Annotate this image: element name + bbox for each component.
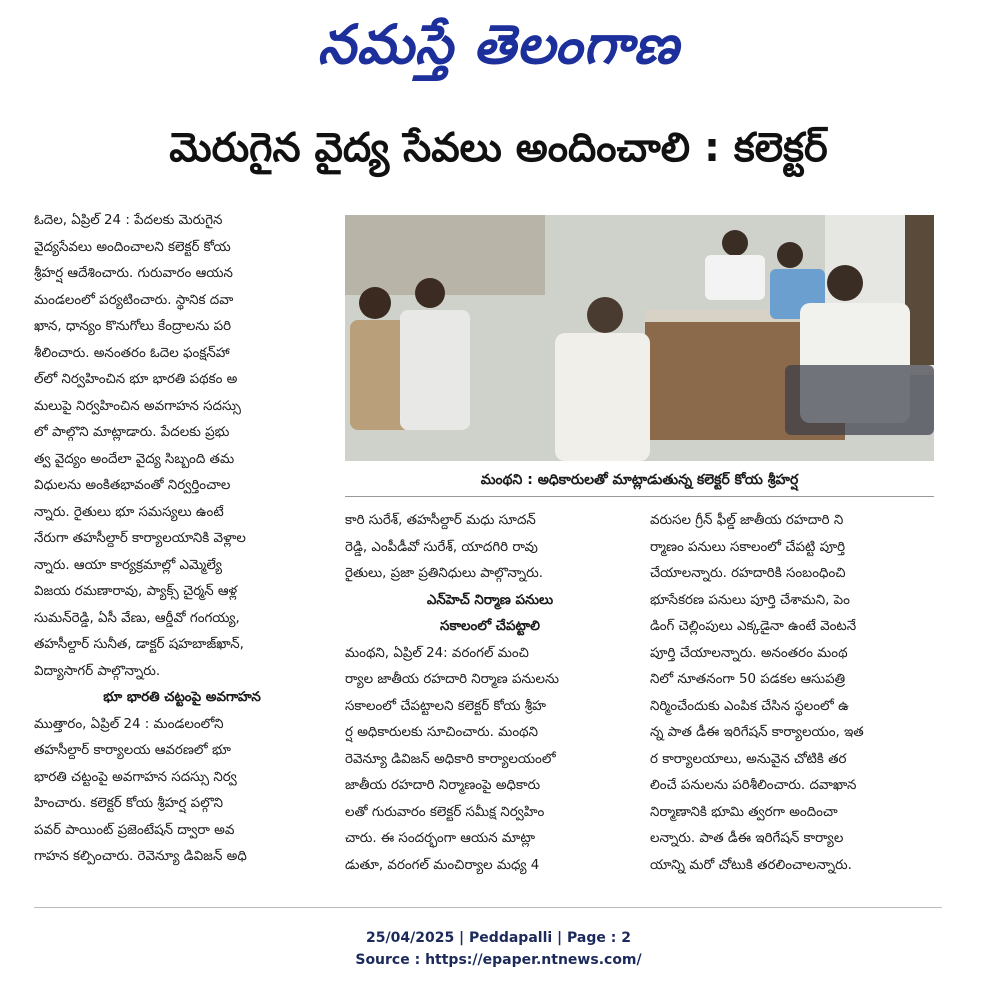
article-text-line: డుతూ, వరంగల్ మంచిర్యాల మధ్య 4 — [345, 857, 540, 873]
article-text-line: ముత్తారం, ఏప్రిల్ 24 : మండలంలోని — [34, 716, 224, 732]
photo-caption: మంథని : అధికారులతో మాట్లాడుతున్న కలెక్టర్ కోయ శ్రీహర్ష — [345, 464, 934, 497]
article-text-line: తహసీల్దార్ కార్యాలయ ఆవరణలో భూ — [34, 743, 231, 758]
article-text-line: లో పాల్గొని మాట్లాడారు. పేదలకు ప్రభు — [34, 425, 230, 440]
article-text-line: న్నారు. ఆయా కార్యక్రమాల్లో ఎమ్మెల్యే — [34, 557, 222, 573]
article-column-1 — [34, 208, 330, 871]
article-text-line: నిలో నూతనంగా 50 పడకల ఆసుపత్రి — [650, 672, 846, 687]
article-column-2 — [345, 508, 635, 879]
article-text-line: హించారు. కలెక్టర్ కోయ శ్రీహర్ష పల్గొని — [34, 796, 224, 811]
article-text-line: ఖాన, ధాన్యం కొనుగోలు కేంద్రాలను పరి — [34, 319, 232, 334]
article-text-line: ల్‌లో నిర్వహించిన భూ భారతి పథకం అ — [34, 372, 238, 387]
article-text-line: శ్రీహర్ష ఆదేశించారు. గురువారం ఆయన — [34, 266, 233, 281]
article-text-line: పవర్ పాయింట్ ప్రజెంటేషన్ ద్వారా అవ — [34, 822, 235, 838]
article-text-line: లతో గురువారం కలెక్టర్ సమీక్ష నిర్వహిం — [345, 804, 545, 820]
article-text-line: ర్మాణం పనులు సకాలంలో చేపట్టి పూర్తి — [650, 539, 846, 555]
article-text-line: శీలించారు. అనంతరం ఓదెల ఫంక్షన్‌హా — [34, 345, 230, 361]
article-text-line: నేరుగా తహసీల్దార్ కార్యాలయానికి వెళ్లాల — [34, 531, 246, 546]
article-photo — [345, 215, 934, 461]
article-text-line: మండలంలో పర్యటించారు. స్థానిక దవా — [34, 292, 234, 308]
article-text-line: రెవెన్యూ డివిజన్ అధికారి కార్యాలయంలో — [345, 751, 556, 767]
article-text-line: న్నారు. రైతులు భూ సమస్యలు ఉంటే — [34, 504, 224, 520]
article-subheading: ఎన్‌హెచ్ నిర్మాణ పనులు — [426, 592, 554, 608]
article-text-line: మంథని, ఏప్రిల్ 24: వరంగల్ మంచి — [345, 645, 529, 661]
article-text-line: ఓదెల, ఏప్రిల్ 24 : పేదలకు మెరుగైన — [34, 213, 223, 228]
article-text-line: నిర్మాణానికి భూమి త్వరగా అందించా — [650, 804, 838, 820]
article-text-line: ర్యాల జాతీయ రహదారి నిర్మాణ పనులను — [345, 672, 560, 687]
article-text-line: విద్యాసాగర్ పాల్గొన్నారు. — [34, 663, 161, 679]
article-text-line: వరుసల గ్రీన్ ఫీల్డ్ జాతీయ రహదారి ని — [650, 513, 844, 528]
article-text-line: సుమన్‌రెడ్డి, ఏసీ వేణు, ఆర్డీవో గంగయ్య, — [34, 610, 240, 626]
article-text-line: మలుపై నిర్వహించిన అవగాహన సదస్సు — [34, 398, 241, 414]
article-text-line: విధులను అంకితభావంతో నిర్వర్తించాల — [34, 478, 231, 493]
article-text-line: లన్నారు. పాత డీఈ ఇరిగేషన్ కార్యాల — [650, 831, 844, 846]
article-text-line: న్న పాత డీఈ ఇరిగేషన్ కార్యాలయం, ఇత — [650, 725, 864, 740]
article-text-line: జాతీయ రహదారి నిర్మాణంపై అధికారు — [345, 778, 541, 793]
article-text-line: చారు. ఈ సందర్భంగా ఆయన మాట్లా — [345, 831, 535, 846]
article-text-line: లించే పనులను పరిశీలించారు. దవాఖాన — [650, 778, 857, 793]
article-text-line: భూసేకరణ పనులు పూర్తి చేశామని, పెం — [650, 592, 850, 608]
article-text-line: వైద్యసేవలు అందించాలని కలెక్టర్ కోయ — [34, 239, 231, 255]
footer-source: Source : https://epaper.ntnews.com/ — [355, 952, 642, 968]
article-text-line: చేయాలన్నారు. రహదారికి సంబంధించి — [650, 566, 846, 581]
footer-date-edition-page: 25/04/2025 | Peddapalli | Page : 2 — [366, 930, 631, 946]
article-text-line: ర కార్యాలయాలు, అనువైన చోటికి తర — [650, 751, 847, 767]
article-text-line: డింగ్ చెల్లింపులు ఎక్కడైనా ఉంటే వెంటనే — [650, 619, 857, 634]
article-text-line: గాహన కల్పించారు. రెవెన్యూ డివిజన్ అధి — [34, 849, 247, 864]
newspaper-masthead: నమస్తే తెలంగాణ — [317, 12, 680, 76]
article-headline: మెరుగైన వైద్య సేవలు అందించాలి : కలెక్టర్ — [169, 125, 828, 171]
article-text-line: త్వ వైద్యం అందేలా వైద్య సిబ్బంది తమ — [34, 451, 235, 467]
article-text-line: కారి సురేశ్, తహసీల్దార్ మధు సూదన్ — [345, 513, 536, 528]
footer-divider — [34, 907, 942, 908]
article-column-3 — [650, 508, 942, 879]
article-text-line: విజయ రమణారావు, ప్యాక్స్ చైర్మన్ ఆళ్ల — [34, 584, 238, 599]
meeting-photo-illustration — [345, 215, 934, 461]
article-text-line: ర్ష అధికారులకు సూచించారు. మంథని — [345, 725, 538, 740]
article-text-line: యాన్ని మరో చోటుకి తరలించాలన్నారు. — [650, 857, 852, 873]
article-text-line: రెడ్డి, ఎంపీడీవో సురేశ్, యాదగిరి రావు — [345, 539, 538, 555]
article-text-line: నిర్మించేందుకు ఎంపిక చేసిన స్థలంలో ఉ — [650, 698, 849, 714]
article-text-line: సకాలంలో చేపట్టాలని కలెక్టర్ కోయ శ్రీహ — [345, 698, 546, 714]
article-text-line: రైతులు, ప్రజా ప్రతినిధులు పాల్గొన్నారు. — [345, 566, 543, 581]
article-text-line: తహసీల్దార్ సునీత, డాక్టర్ షహబాజ్‌ఖాన్, — [34, 637, 244, 652]
article-text-line: పూర్తి చేయాలన్నారు. అనంతరం మంథ — [650, 645, 848, 661]
article-subheading: సకాలంలో చేపట్టాలి — [440, 619, 540, 634]
article-subheading: భూ భారతి చట్టంపై అవగాహన — [103, 690, 261, 705]
article-text-line: భారతి చట్టంపై అవగాహన సదస్సు నిర్వ — [34, 769, 237, 785]
